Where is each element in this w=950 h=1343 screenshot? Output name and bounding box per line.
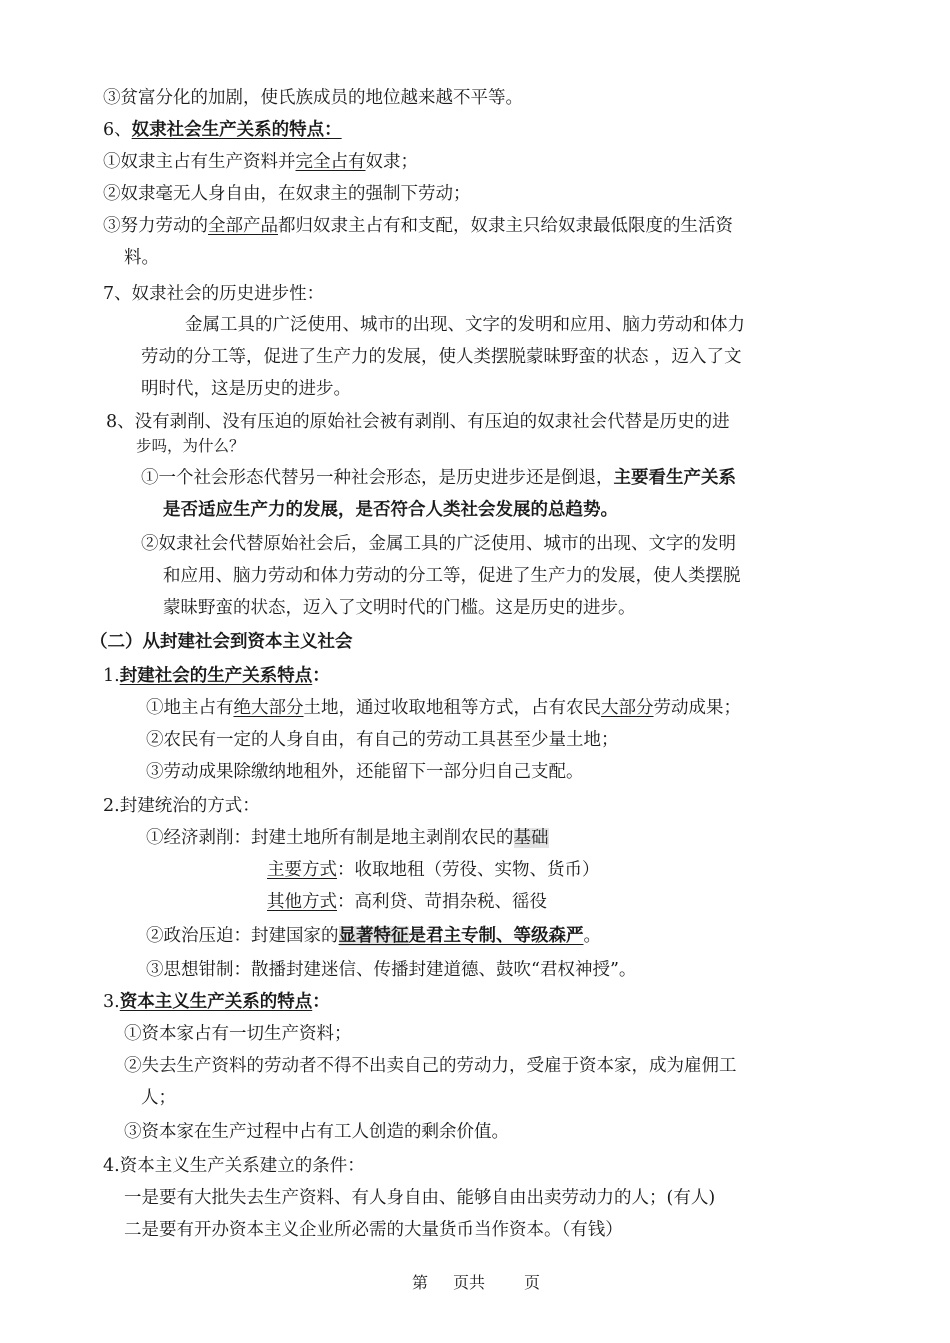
heading-feudal-rule: 2.封建统治的方式： xyxy=(103,796,260,816)
heading-slave-progress: 7、奴隶社会的历史进步性： xyxy=(103,284,325,304)
answer-8-point-1-cont: 是否适应生产力的发展，是否符合人类社会发展的总趋势。 xyxy=(163,500,618,520)
condition-2: 二是要有开办资本主义企业所必需的大量货币当作资本。（有钱） xyxy=(124,1220,623,1240)
feudal-point-2: ②农民有一定的人身自由，有自己的劳动工具甚至少量土地； xyxy=(146,730,619,750)
capitalist-point-2-cont: 人； xyxy=(141,1088,176,1108)
footer-page-label: 第 xyxy=(412,1273,429,1292)
feudal-rule-other-method: 其他方式：高利贷、苛捐杂税、徭役 xyxy=(267,892,547,912)
feudal-point-1: ①地主占有绝大部分土地，通过收取地租等方式，占有农民大部分劳动成果； xyxy=(146,698,741,718)
slave-point-3-cont: 料。 xyxy=(124,248,159,268)
heading-capitalist-relations: 3.资本主义生产关系的特点： xyxy=(103,992,330,1012)
capitalist-point-3: ③资本家在生产过程中占有工人创造的剩余价值。 xyxy=(124,1122,509,1142)
answer-8-point-2-cont-2: 蒙昧野蛮的状态，迈入了文明时代的门槛。这是历史的进步。 xyxy=(163,598,636,618)
heading-slave-relations: 6、奴隶社会生产关系的特点： xyxy=(103,120,342,140)
line-poverty-division: ③贫富分化的加剧，使氏族成员的地位越来越不平等。 xyxy=(103,88,523,108)
footer-of-label: 页共 xyxy=(453,1273,486,1292)
capitalist-point-2: ②失去生产资料的劳动者不得不出卖自己的劳动力，受雇于资本家，成为雇佣工 xyxy=(124,1056,737,1076)
feudal-rule-economic: ①经济剥削：封建土地所有制是地主剥削农民的基础 xyxy=(146,828,549,848)
footer-end-label: 页 xyxy=(524,1273,541,1292)
question-8-line-2: 步吗，为什么？ xyxy=(136,437,245,455)
feudal-rule-main-method: 主要方式：收取地租（劳役、实物、货币） xyxy=(267,860,600,880)
section-title-part-2: （二）从封建社会到资本主义社会 xyxy=(90,632,353,652)
feudal-rule-political: ②政治压迫：封建国家的显著特征是君主专制、等级森严。 xyxy=(146,926,601,946)
answer-8-point-1: ①一个社会形态代替另一种社会形态，是历史进步还是倒退，主要看生产关系 xyxy=(141,468,736,488)
feudal-point-3: ③劳动成果除缴纳地租外，还能留下一部分归自己支配。 xyxy=(146,762,584,782)
progress-para-line-2: 劳动的分工等，促进了生产力的发展，使人类摆脱蒙昧野蛮的状态 ，迈入了文 xyxy=(141,347,742,367)
answer-8-point-2-cont-1: 和应用、脑力劳动和体力劳动的分工等，促进了生产力的发展，使人类摆脱 xyxy=(163,566,741,586)
answer-8-point-2: ②奴隶社会代替原始社会后，金属工具的广泛使用、城市的出现、文字的发明 xyxy=(141,534,736,554)
slave-point-2: ②奴隶毫无人身自由，在奴隶主的强制下劳动； xyxy=(103,184,471,204)
heading-capitalist-conditions: 4.资本主义生产关系建立的条件： xyxy=(103,1156,365,1176)
progress-para-line-3: 明时代，这是历史的进步。 xyxy=(141,379,351,399)
slave-point-3: ③努力劳动的全部产品都归奴隶主占有和支配，奴隶主只给奴隶最低限度的生活资 xyxy=(103,216,733,236)
feudal-rule-ideological: ③思想钳制：散播封建迷信、传播封建道德、鼓吹“君权神授”。 xyxy=(146,960,637,980)
capitalist-point-1: ①资本家占有一切生产资料； xyxy=(124,1024,352,1044)
slave-point-1: ①奴隶主占有生产资料并完全占有奴隶； xyxy=(103,152,418,172)
condition-1: 一是要有大批失去生产资料、有人身自由、能够自由出卖劳动力的人；(有人) xyxy=(124,1188,716,1208)
heading-feudal-relations: 1.封建社会的生产关系特点： xyxy=(103,666,330,686)
question-8-line-1: 8、没有剥削、没有压迫的原始社会被有剥削、有压迫的奴隶社会代替是历史的进 xyxy=(106,412,730,432)
progress-para-line-1: 金属工具的广泛使用、城市的出现、文字的发明和应用、脑力劳动和体力 xyxy=(185,315,745,335)
